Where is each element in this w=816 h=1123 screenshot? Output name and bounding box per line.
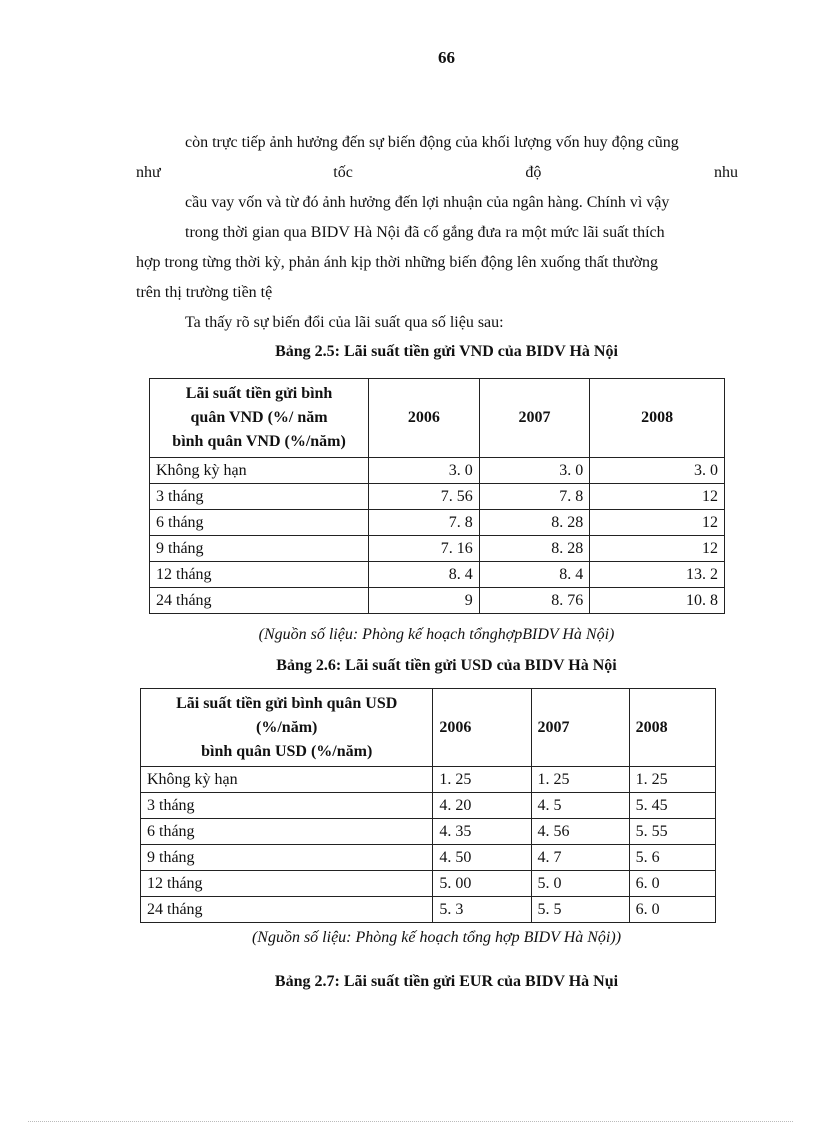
value-cell: 3. 0 — [590, 458, 725, 484]
value-cell: 8. 76 — [479, 588, 590, 614]
value-cell: 1. 25 — [629, 767, 715, 793]
paragraph-justified-line — [136, 164, 738, 182]
paragraph-line: trong thời gian qua BIDV Hà Nội đã cố gắng đưa ra một mức lãi suất thích — [185, 224, 665, 241]
paragraph-line: trên thị trường tiền tệ — [136, 284, 273, 301]
value-cell: 3. 0 — [479, 458, 590, 484]
value-cell: 9 — [369, 588, 480, 614]
value-cell: 6. 0 — [629, 897, 715, 923]
value-cell: 7. 8 — [479, 484, 590, 510]
term-cell: 6 tháng — [150, 510, 369, 536]
value-cell: 4. 56 — [531, 819, 629, 845]
table-row — [141, 871, 716, 897]
value-cell: 4. 20 — [433, 793, 531, 819]
header-year-2006: 2006 — [433, 689, 531, 767]
header-year-2007: 2007 — [479, 379, 590, 458]
table-row — [150, 536, 725, 562]
table-row — [141, 819, 716, 845]
value-cell: 7. 16 — [369, 536, 480, 562]
header-label-line: Lãi suất tiền gửi bình — [185, 385, 333, 402]
table-row — [150, 484, 725, 510]
page-bottom-border — [28, 1121, 793, 1122]
table-source-usd: (Nguồn số liệu: Phòng kế hoạch tổng hợp BIDV Hà Nội)) — [251, 929, 622, 946]
word: tốc — [333, 164, 353, 181]
header-label-line: bình quân USD (%/năm) — [201, 742, 373, 760]
value-cell: 5. 3 — [433, 897, 531, 923]
header-year-2006: 2006 — [369, 379, 480, 458]
term-cell: 9 tháng — [150, 536, 369, 562]
table-caption-vnd: Bảng 2.5: Lãi suất tiền gửi VND của BIDV Hà Nội — [275, 343, 618, 360]
value-cell: 10. 8 — [590, 588, 725, 614]
table-row — [150, 458, 725, 484]
header-label-line: bình quân VND (%/năm) — [172, 433, 346, 450]
table-row — [150, 510, 725, 536]
value-cell: 5. 55 — [629, 819, 715, 845]
value-cell: 3. 0 — [369, 458, 480, 484]
term-cell: 12 tháng — [141, 871, 433, 897]
value-cell: 5. 6 — [629, 845, 715, 871]
usd-interest-table — [140, 688, 716, 923]
header-year-2008: 2008 — [629, 689, 715, 767]
header-year-2007: 2007 — [531, 689, 629, 767]
value-cell: 12 — [590, 510, 725, 536]
paragraph-line: Ta thấy rõ sự biến đổi của lãi suất qua số liệu sau: — [185, 314, 504, 331]
value-cell: 8. 4 — [369, 562, 480, 588]
header-label-line: Lãi suất tiền gửi bình quân USD — [176, 694, 398, 712]
term-cell: 24 tháng — [150, 588, 369, 614]
value-cell: 13. 2 — [590, 562, 725, 588]
paragraph-line: cầu vay vốn và từ đó ảnh hưởng đến lợi nhuận của ngân hàng. Chính vì vậy — [185, 194, 670, 211]
value-cell: 4. 5 — [531, 793, 629, 819]
header-label-line: quân VND (%/ năm — [190, 409, 328, 426]
paragraph-line: còn trực tiếp ảnh hưởng đến sự biến động của khối lượng vốn huy động cũng — [185, 134, 679, 151]
value-cell: 5. 45 — [629, 793, 715, 819]
table-row — [141, 767, 716, 793]
value-cell: 8. 28 — [479, 510, 590, 536]
header-year-2008: 2008 — [590, 379, 725, 458]
table-row — [141, 897, 716, 923]
word: độ — [525, 164, 542, 181]
value-cell: 8. 28 — [479, 536, 590, 562]
term-cell: Không kỳ hạn — [141, 767, 433, 793]
header-label-cell — [141, 689, 433, 767]
term-cell: 24 tháng — [141, 897, 433, 923]
value-cell: 4. 50 — [433, 845, 531, 871]
table-source-vnd: (Nguồn số liệu: Phòng kế hoạch tổnghợpBIDV Hà Nội) — [258, 626, 615, 643]
vnd-interest-table — [149, 378, 725, 614]
value-cell: 12 — [590, 484, 725, 510]
table-row — [141, 793, 716, 819]
term-cell: 6 tháng — [141, 819, 433, 845]
term-cell: 12 tháng — [150, 562, 369, 588]
value-cell: 4. 7 — [531, 845, 629, 871]
table-row — [141, 845, 716, 871]
value-cell: 12 — [590, 536, 725, 562]
value-cell: 6. 0 — [629, 871, 715, 897]
term-cell: 9 tháng — [141, 845, 433, 871]
term-cell: Không kỳ hạn — [150, 458, 369, 484]
value-cell: 5. 5 — [531, 897, 629, 923]
term-cell: 3 tháng — [150, 484, 369, 510]
value-cell: 8. 4 — [479, 562, 590, 588]
value-cell: 1. 25 — [531, 767, 629, 793]
value-cell: 7. 56 — [369, 484, 480, 510]
value-cell: 5. 0 — [531, 871, 629, 897]
table-row — [150, 588, 725, 614]
word: nhu — [714, 164, 738, 181]
table-caption-eur: Bảng 2.7: Lãi suất tiền gửi EUR của BIDV Hà Nụi — [274, 973, 619, 990]
header-label-cell — [150, 379, 369, 458]
value-cell: 4. 35 — [433, 819, 531, 845]
value-cell: 1. 25 — [433, 767, 531, 793]
page-number: 66 — [438, 48, 455, 67]
header-label-line: (%/năm) — [256, 718, 318, 736]
table-row — [150, 562, 725, 588]
value-cell: 7. 8 — [369, 510, 480, 536]
value-cell: 5. 00 — [433, 871, 531, 897]
table-caption-usd: Bảng 2.6: Lãi suất tiền gửi USD của BIDV Hà Nội — [276, 657, 617, 674]
term-cell: 3 tháng — [141, 793, 433, 819]
word: như — [136, 164, 161, 181]
paragraph-line: hợp trong từng thời kỳ, phản ánh kịp thời những biến động lên xuống thất thường — [136, 254, 659, 271]
